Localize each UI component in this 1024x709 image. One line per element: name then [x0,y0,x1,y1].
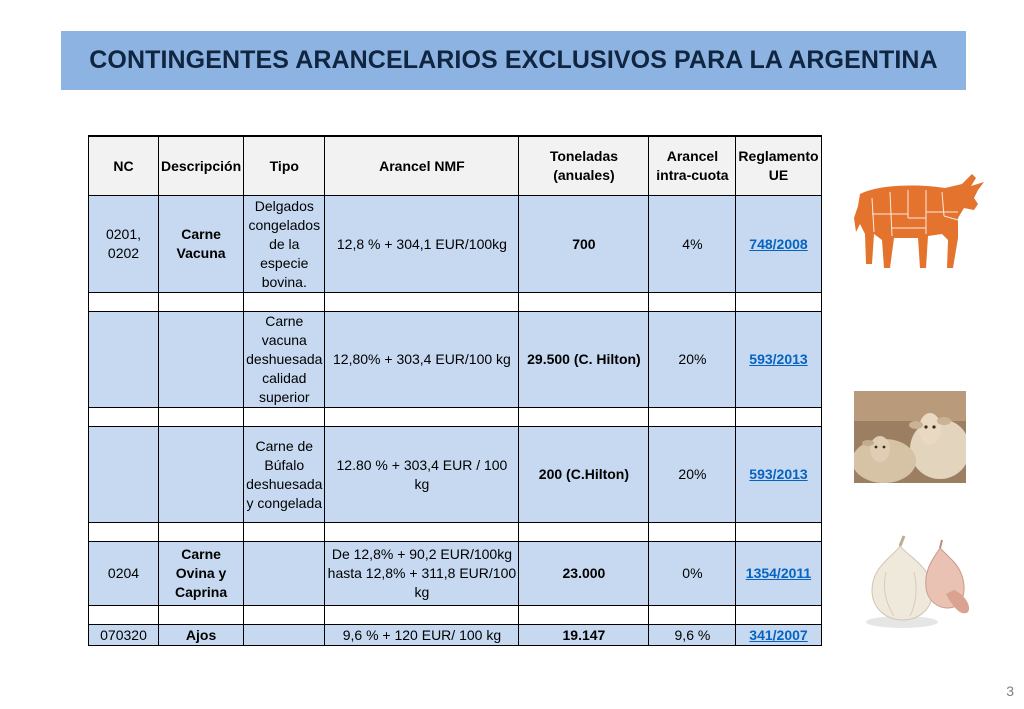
table-header-row [89,136,822,196]
header-arancel-intra: Arancel intra-cuota [649,136,736,196]
cell-reglamento [736,625,821,646]
cell-intra: 20% [649,427,736,523]
cell-descripcion [159,427,244,523]
cell-tipo [244,625,325,646]
cell-reglamento [736,196,821,293]
cell-nc: 0204 [89,542,159,606]
tariff-quota-table [88,135,822,646]
cell-arancel: 12,8 % + 304,1 EUR/100kg [325,196,519,293]
cell-nc: 070320 [89,625,159,646]
cell-tipo: Carne vacuna deshuesada calidad superior [244,312,325,408]
cell-nc [89,312,159,408]
cell-arancel: 9,6 % + 120 EUR/ 100 kg [325,625,519,646]
reglamento-link[interactable]: 341/2007 [749,626,808,643]
cell-arancel: De 12,8% + 90,2 EUR/100kg hasta 12,8% + 311,8 EUR/100 kg [325,542,519,606]
cell-intra: 4% [649,196,736,293]
cell-intra: 20% [649,312,736,408]
reglamento-link[interactable]: 1354/2011 [745,565,812,581]
cell-toneladas: 19.147 [519,625,649,646]
cell-reglamento [736,542,821,606]
header-arancel-nmf: Arancel NMF [325,136,519,196]
cell-tipo [244,542,325,606]
page-title: CONTINGENTES ARANCELARIOS EXCLUSIVOS PARA LA ARGENTINA [89,46,938,74]
reglamento-link[interactable]: 593/2013 [749,351,808,367]
table-row [89,625,822,646]
cell-intra: 9,6 % [649,625,736,646]
reglamento-link[interactable]: 593/2013 [749,466,808,482]
cell-nc [89,427,159,523]
header-reglamento: Reglamento UE [736,136,821,196]
cell-tipo: Delgados congelados de la especie bovina. [244,196,325,293]
table-row [89,196,822,293]
cell-descripcion [159,312,244,408]
cell-reglamento [736,427,821,523]
cell-descripcion: Carne Vacuna [159,196,244,293]
title-bar [61,31,966,90]
cell-toneladas: 29.500 (C. Hilton) [519,312,649,408]
spacer-row [89,606,822,625]
garlic-photo [854,532,974,632]
cell-descripcion: Carne Ovina y Caprina [159,542,244,606]
header-tipo: Tipo [244,136,325,196]
spacer-row [89,293,822,312]
page-number: 3 [1006,683,1014,699]
header-descripcion: Descripción [159,136,244,196]
cell-toneladas: 200 (C.Hilton) [519,427,649,523]
spacer-row [89,408,822,427]
table-row [89,427,822,523]
cell-toneladas: 700 [519,196,649,293]
spacer-row [89,523,822,542]
reglamento-link[interactable]: 748/2008 [749,235,808,252]
cell-descripcion: Ajos [159,625,244,646]
cell-reglamento [736,312,821,408]
header-nc: NC [89,136,159,196]
header-toneladas: Toneladas (anuales) [519,136,649,196]
cow-cuts-icon [850,168,990,276]
cell-tipo: Carne de Búfalo deshuesada y congelada [244,427,325,523]
cell-nc: 0201, 0202 [89,196,159,293]
cell-arancel: 12.80 % + 303,4 EUR / 100 kg [325,427,519,523]
cell-toneladas: 23.000 [519,542,649,606]
table-row [89,312,822,408]
table-row [89,542,822,606]
cell-arancel: 12,80% + 303,4 EUR/100 kg [325,312,519,408]
cell-intra: 0% [649,542,736,606]
sheep-photo [854,391,966,483]
